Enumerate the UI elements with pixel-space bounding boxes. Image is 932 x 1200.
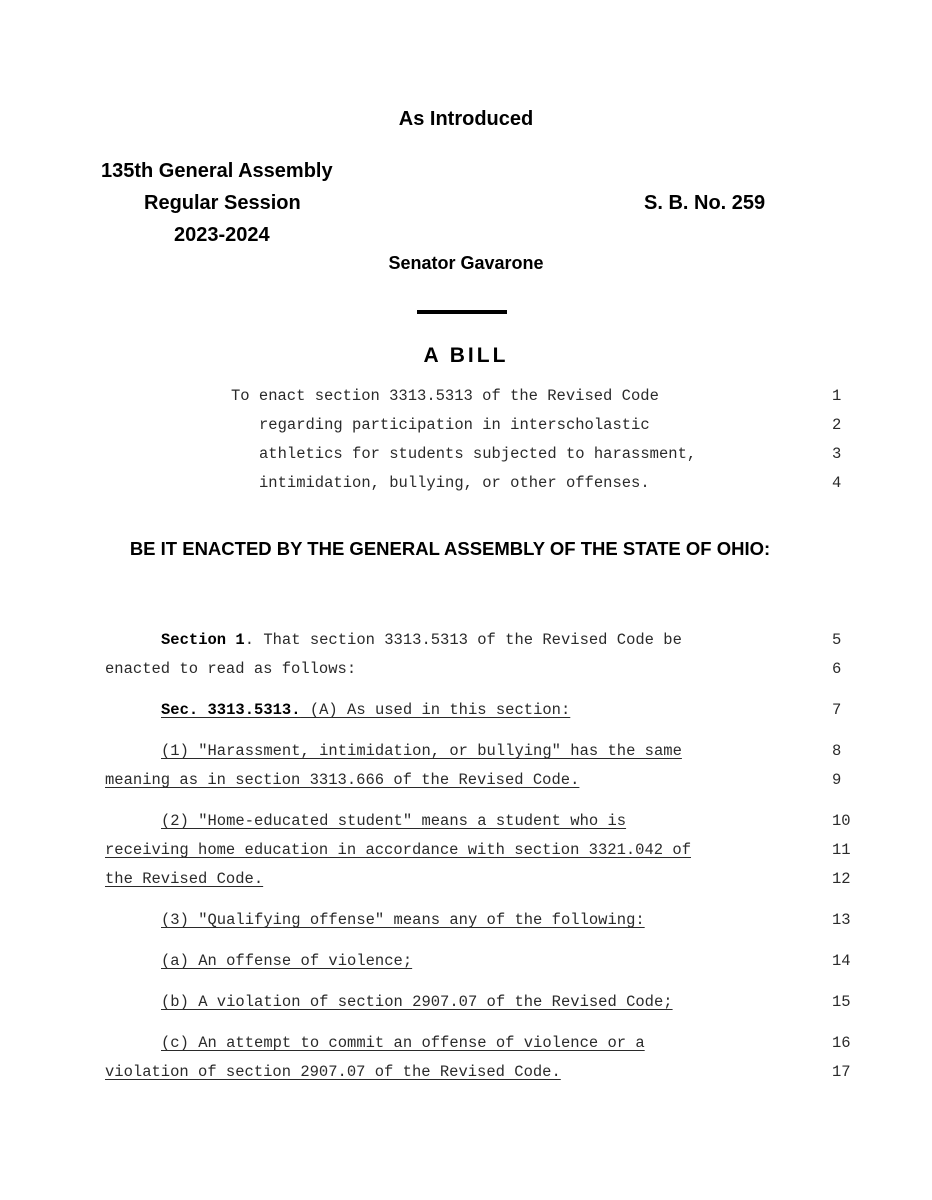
line-number: 5 bbox=[832, 631, 842, 649]
line-number: 2 bbox=[832, 416, 842, 434]
body-line: meaning as in section 3313.666 of the Revised Code. bbox=[105, 771, 580, 789]
body-line: (a) An offense of violence; bbox=[161, 952, 413, 970]
session: Regular Session bbox=[144, 192, 301, 214]
body-line: (b) A violation of section 2907.07 of the Revised Code; bbox=[161, 993, 673, 1011]
body-line: the Revised Code. bbox=[105, 870, 264, 888]
body-line: (1) "Harassment, intimidation, or bullying" has the same bbox=[161, 742, 682, 760]
line-number: 8 bbox=[832, 742, 842, 760]
body-line: (2) "Home-educated student" means a student who is bbox=[161, 812, 627, 830]
section-1-continuation: enacted to read as follows: bbox=[105, 660, 357, 678]
body-line: (c) An attempt to commit an offense of violence or a bbox=[161, 1034, 645, 1052]
line-number: 14 bbox=[832, 952, 851, 970]
section-heading-line bbox=[161, 701, 570, 719]
section-number: Sec. 3313.5313. bbox=[161, 701, 301, 719]
body-line: receiving home education in accordance with section 3321.042 of bbox=[105, 841, 691, 859]
line-number: 1 bbox=[832, 387, 842, 405]
line-number: 3 bbox=[832, 445, 842, 463]
line-number: 15 bbox=[832, 993, 851, 1011]
bill-heading: A BILL bbox=[423, 344, 509, 367]
line-number: 12 bbox=[832, 870, 851, 888]
title-line: intimidation, bullying, or other offenses. bbox=[259, 474, 650, 492]
section-1-label: Section 1 bbox=[161, 631, 245, 649]
section-1-line bbox=[161, 631, 682, 649]
bill-status: As Introduced bbox=[398, 108, 534, 130]
line-number: 10 bbox=[832, 812, 851, 830]
line-number: 11 bbox=[832, 841, 851, 859]
body-line: violation of section 2907.07 of the Revised Code. bbox=[105, 1063, 561, 1081]
enacting-clause: BE IT ENACTED BY THE GENERAL ASSEMBLY OF THE STATE OF OHIO: bbox=[129, 538, 771, 559]
header-divider bbox=[417, 310, 507, 314]
title-line: athletics for students subjected to harassment, bbox=[259, 445, 697, 463]
section-heading-text: (A) As used in this section: bbox=[300, 701, 571, 719]
line-number: 7 bbox=[832, 701, 842, 719]
line-number: 4 bbox=[832, 474, 842, 492]
line-number: 9 bbox=[832, 771, 842, 789]
title-line: regarding participation in interscholastic bbox=[259, 416, 650, 434]
line-number: 16 bbox=[832, 1034, 851, 1052]
line-number: 6 bbox=[832, 660, 842, 678]
session-years: 2023-2024 bbox=[174, 224, 270, 246]
line-number: 13 bbox=[832, 911, 851, 929]
title-line: To enact section 3313.5313 of the Revised Code bbox=[231, 387, 659, 405]
line-number: 17 bbox=[832, 1063, 851, 1081]
bill-number: S. B. No. 259 bbox=[644, 192, 766, 214]
body-line: (3) "Qualifying offense" means any of the following: bbox=[161, 911, 645, 929]
sponsor: Senator Gavarone bbox=[388, 253, 544, 273]
general-assembly: 135th General Assembly bbox=[101, 160, 333, 182]
section-1-text: . That section 3313.5313 of the Revised Code be bbox=[244, 631, 682, 649]
